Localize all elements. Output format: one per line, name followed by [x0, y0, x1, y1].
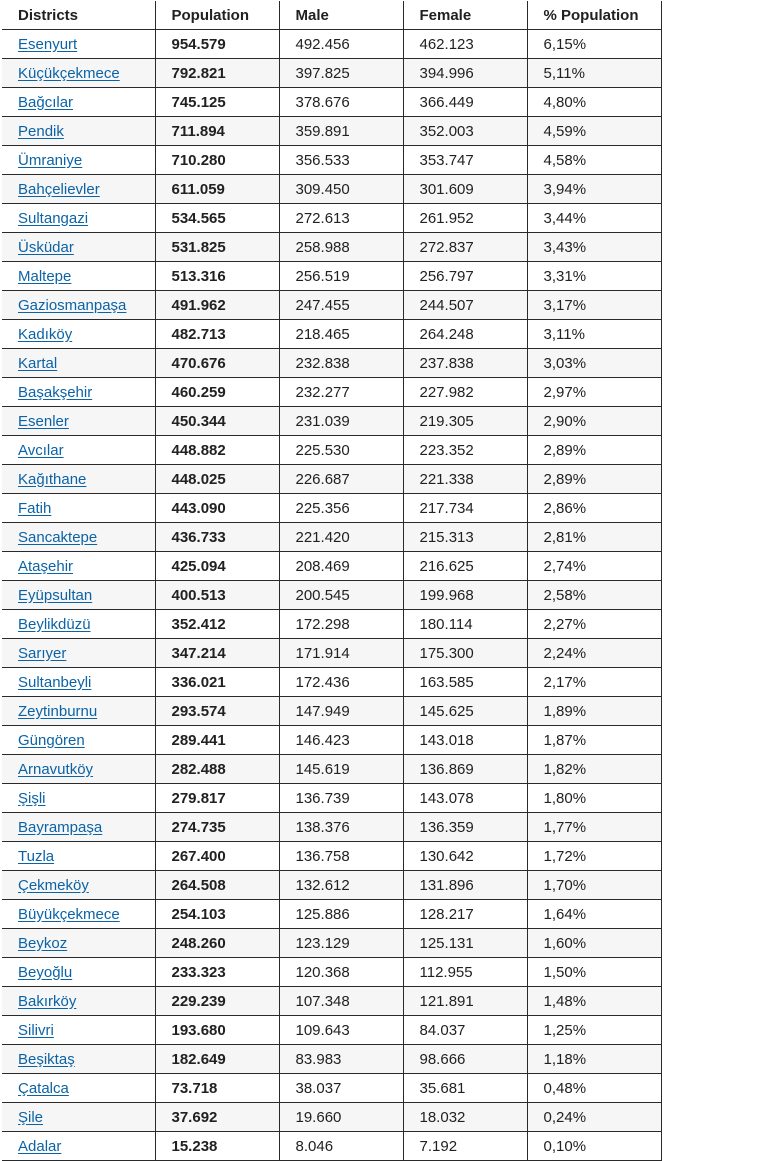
district-link[interactable]: Zeytinburnu — [18, 702, 98, 720]
district-cell — [2, 1016, 155, 1045]
percent-population-cell: 1,89% — [527, 697, 661, 726]
population-cell: 710.280 — [155, 146, 279, 175]
population-cell: 482.713 — [155, 320, 279, 349]
female-cell: 237.838 — [403, 349, 527, 378]
percent-population-cell: 1,48% — [527, 987, 661, 1016]
population-cell: 267.400 — [155, 842, 279, 871]
male-cell: 136.739 — [279, 784, 403, 813]
percent-population-cell: 0,24% — [527, 1103, 661, 1132]
male-cell: 107.348 — [279, 987, 403, 1016]
district-cell — [2, 871, 155, 900]
district-link[interactable]: Esenler — [18, 412, 69, 430]
district-link[interactable]: Sarıyer — [18, 644, 67, 662]
percent-population-cell: 2,74% — [527, 552, 661, 581]
male-cell: 218.465 — [279, 320, 403, 349]
table-row — [2, 146, 661, 175]
population-cell: 954.579 — [155, 30, 279, 59]
district-link[interactable]: Maltepe — [18, 267, 72, 285]
district-link[interactable]: Silivri — [18, 1021, 54, 1039]
district-link[interactable]: Beyoğlu — [18, 963, 73, 981]
district-link[interactable]: Bahçelievler — [18, 180, 100, 198]
male-cell: 136.758 — [279, 842, 403, 871]
female-cell: 256.797 — [403, 262, 527, 291]
female-cell: 301.609 — [403, 175, 527, 204]
male-cell: 378.676 — [279, 88, 403, 117]
percent-population-cell: 1,64% — [527, 900, 661, 929]
district-link[interactable]: Fatih — [18, 499, 52, 517]
district-link[interactable]: Arnavutköy — [18, 760, 94, 778]
population-cell: 264.508 — [155, 871, 279, 900]
district-cell — [2, 610, 155, 639]
population-cell: 15.238 — [155, 1132, 279, 1161]
male-cell: 247.455 — [279, 291, 403, 320]
table-header — [2, 1, 661, 30]
female-cell: 215.313 — [403, 523, 527, 552]
male-cell: 171.914 — [279, 639, 403, 668]
district-link[interactable]: Bağcılar — [18, 93, 74, 111]
percent-population-cell: 4,58% — [527, 146, 661, 175]
table-row — [2, 639, 661, 668]
table-row — [2, 1016, 661, 1045]
district-cell — [2, 117, 155, 146]
female-cell: 227.982 — [403, 378, 527, 407]
percent-population-cell: 3,11% — [527, 320, 661, 349]
table-row — [2, 1074, 661, 1103]
percent-population-cell: 3,17% — [527, 291, 661, 320]
district-link[interactable]: Sultanbeyli — [18, 673, 92, 691]
district-link[interactable]: Sancaktepe — [18, 528, 98, 546]
male-cell: 359.891 — [279, 117, 403, 146]
district-cell — [2, 639, 155, 668]
population-cell: 352.412 — [155, 610, 279, 639]
male-cell: 8.046 — [279, 1132, 403, 1161]
female-cell: 145.625 — [403, 697, 527, 726]
population-cell: 336.021 — [155, 668, 279, 697]
male-cell: 146.423 — [279, 726, 403, 755]
percent-population-cell: 2,97% — [527, 378, 661, 407]
population-cell: 711.894 — [155, 117, 279, 146]
table-row — [2, 465, 661, 494]
district-link[interactable]: Ümraniye — [18, 151, 83, 169]
district-cell — [2, 784, 155, 813]
female-cell: 352.003 — [403, 117, 527, 146]
female-cell: 223.352 — [403, 436, 527, 465]
male-cell: 83.983 — [279, 1045, 403, 1074]
percent-population-cell: 1,77% — [527, 813, 661, 842]
table-body — [2, 30, 661, 1161]
table-row — [2, 552, 661, 581]
percent-population-cell: 3,44% — [527, 204, 661, 233]
population-cell: 491.962 — [155, 291, 279, 320]
table-row — [2, 233, 661, 262]
table-row — [2, 929, 661, 958]
district-link[interactable]: Ataşehir — [18, 557, 74, 575]
population-cell: 182.649 — [155, 1045, 279, 1074]
female-cell: 217.734 — [403, 494, 527, 523]
district-cell — [2, 349, 155, 378]
percent-population-cell: 0,48% — [527, 1074, 661, 1103]
district-cell — [2, 1074, 155, 1103]
table-row — [2, 784, 661, 813]
district-cell — [2, 813, 155, 842]
district-cell — [2, 291, 155, 320]
table-row — [2, 610, 661, 639]
district-cell — [2, 697, 155, 726]
female-cell: 272.837 — [403, 233, 527, 262]
population-cell: 400.513 — [155, 581, 279, 610]
district-link[interactable]: Şile — [18, 1108, 44, 1126]
district-link[interactable]: Tuzla — [18, 847, 55, 865]
male-cell: 125.886 — [279, 900, 403, 929]
district-cell — [2, 1045, 155, 1074]
table-row — [2, 291, 661, 320]
percent-population-cell: 6,15% — [527, 30, 661, 59]
percent-population-cell: 3,03% — [527, 349, 661, 378]
district-link[interactable]: Çatalca — [18, 1079, 69, 1097]
table-row — [2, 958, 661, 987]
percent-population-cell: 1,80% — [527, 784, 661, 813]
population-cell: 448.882 — [155, 436, 279, 465]
population-cell: 37.692 — [155, 1103, 279, 1132]
female-cell: 143.018 — [403, 726, 527, 755]
table-row — [2, 494, 661, 523]
percent-population-cell: 2,89% — [527, 465, 661, 494]
table-row — [2, 349, 661, 378]
female-cell: 121.891 — [403, 987, 527, 1016]
male-cell: 232.838 — [279, 349, 403, 378]
population-cell: 193.680 — [155, 1016, 279, 1045]
district-population-table — [2, 1, 662, 1161]
district-link[interactable]: Gaziosmanpaşa — [18, 296, 127, 314]
population-cell: 347.214 — [155, 639, 279, 668]
male-cell: 221.420 — [279, 523, 403, 552]
table-row — [2, 726, 661, 755]
female-cell: 143.078 — [403, 784, 527, 813]
district-cell — [2, 552, 155, 581]
population-cell: 792.821 — [155, 59, 279, 88]
district-cell — [2, 436, 155, 465]
female-cell: 35.681 — [403, 1074, 527, 1103]
table-row — [2, 30, 661, 59]
percent-population-cell: 4,59% — [527, 117, 661, 146]
header-percent-population[interactable]: % Population — [527, 1, 661, 30]
population-cell: 279.817 — [155, 784, 279, 813]
table-row — [2, 1132, 661, 1161]
male-cell: 109.643 — [279, 1016, 403, 1045]
population-cell: 611.059 — [155, 175, 279, 204]
male-cell: 272.613 — [279, 204, 403, 233]
district-cell — [2, 146, 155, 175]
female-cell: 261.952 — [403, 204, 527, 233]
population-cell: 513.316 — [155, 262, 279, 291]
percent-population-cell: 4,80% — [527, 88, 661, 117]
male-cell: 492.456 — [279, 30, 403, 59]
district-population-table-container — [2, 1, 662, 1161]
district-cell — [2, 494, 155, 523]
percent-population-cell: 2,81% — [527, 523, 661, 552]
population-cell: 443.090 — [155, 494, 279, 523]
table-row — [2, 378, 661, 407]
district-link[interactable]: Çekmeköy — [18, 876, 89, 894]
table-row — [2, 697, 661, 726]
female-cell: 131.896 — [403, 871, 527, 900]
female-cell: 219.305 — [403, 407, 527, 436]
population-cell: 293.574 — [155, 697, 279, 726]
female-cell: 130.642 — [403, 842, 527, 871]
district-link[interactable]: Avcılar — [18, 441, 64, 459]
female-cell: 163.585 — [403, 668, 527, 697]
district-link[interactable]: Esenyurt — [18, 35, 78, 53]
female-cell: 221.338 — [403, 465, 527, 494]
table-row — [2, 813, 661, 842]
table-row — [2, 117, 661, 146]
percent-population-cell: 1,60% — [527, 929, 661, 958]
district-cell — [2, 726, 155, 755]
male-cell: 200.545 — [279, 581, 403, 610]
female-cell: 175.300 — [403, 639, 527, 668]
percent-population-cell: 2,24% — [527, 639, 661, 668]
percent-population-cell: 1,87% — [527, 726, 661, 755]
percent-population-cell: 2,86% — [527, 494, 661, 523]
female-cell: 7.192 — [403, 1132, 527, 1161]
percent-population-cell: 2,90% — [527, 407, 661, 436]
header-row — [2, 1, 661, 30]
population-cell: 745.125 — [155, 88, 279, 117]
header-population[interactable]: Population — [155, 1, 279, 30]
table-row — [2, 900, 661, 929]
district-link[interactable]: Beşiktaş — [18, 1050, 75, 1068]
district-cell — [2, 88, 155, 117]
population-cell: 289.441 — [155, 726, 279, 755]
table-row — [2, 175, 661, 204]
table-row — [2, 320, 661, 349]
male-cell: 19.660 — [279, 1103, 403, 1132]
district-link[interactable]: Bakırköy — [18, 992, 77, 1010]
district-cell — [2, 320, 155, 349]
table-row — [2, 204, 661, 233]
percent-population-cell: 1,82% — [527, 755, 661, 784]
district-cell — [2, 175, 155, 204]
population-cell: 460.259 — [155, 378, 279, 407]
district-cell — [2, 755, 155, 784]
table-row — [2, 59, 661, 88]
population-cell: 450.344 — [155, 407, 279, 436]
table-row — [2, 842, 661, 871]
header-male[interactable]: Male — [279, 1, 403, 30]
district-link[interactable]: Kağıthane — [18, 470, 87, 488]
female-cell: 136.359 — [403, 813, 527, 842]
district-link[interactable]: Adalar — [18, 1137, 62, 1155]
population-cell: 282.488 — [155, 755, 279, 784]
district-cell — [2, 668, 155, 697]
district-link[interactable]: Beylikdüzü — [18, 615, 91, 633]
male-cell: 226.687 — [279, 465, 403, 494]
district-cell — [2, 233, 155, 262]
male-cell: 356.533 — [279, 146, 403, 175]
percent-population-cell: 0,10% — [527, 1132, 661, 1161]
female-cell: 244.507 — [403, 291, 527, 320]
male-cell: 147.949 — [279, 697, 403, 726]
district-cell — [2, 378, 155, 407]
table-row — [2, 1103, 661, 1132]
table-row — [2, 1045, 661, 1074]
district-cell — [2, 958, 155, 987]
male-cell: 232.277 — [279, 378, 403, 407]
female-cell: 353.747 — [403, 146, 527, 175]
male-cell: 120.368 — [279, 958, 403, 987]
female-cell: 216.625 — [403, 552, 527, 581]
district-cell — [2, 842, 155, 871]
district-link[interactable]: Kartal — [18, 354, 58, 372]
female-cell: 136.869 — [403, 755, 527, 784]
female-cell: 394.996 — [403, 59, 527, 88]
percent-population-cell: 1,18% — [527, 1045, 661, 1074]
population-cell: 425.094 — [155, 552, 279, 581]
population-cell: 233.323 — [155, 958, 279, 987]
district-cell — [2, 204, 155, 233]
district-link[interactable]: Şişli — [18, 789, 46, 807]
male-cell: 231.039 — [279, 407, 403, 436]
district-cell — [2, 465, 155, 494]
district-link[interactable]: Beykoz — [18, 934, 68, 952]
table-row — [2, 668, 661, 697]
district-cell — [2, 929, 155, 958]
table-row — [2, 871, 661, 900]
percent-population-cell: 2,17% — [527, 668, 661, 697]
percent-population-cell: 2,58% — [527, 581, 661, 610]
district-link[interactable]: Üsküdar — [18, 238, 74, 256]
table-row — [2, 88, 661, 117]
male-cell: 172.298 — [279, 610, 403, 639]
table-row — [2, 581, 661, 610]
female-cell: 128.217 — [403, 900, 527, 929]
male-cell: 132.612 — [279, 871, 403, 900]
table-row — [2, 523, 661, 552]
district-cell — [2, 581, 155, 610]
male-cell: 208.469 — [279, 552, 403, 581]
district-link[interactable]: Kadıköy — [18, 325, 73, 343]
district-cell — [2, 30, 155, 59]
district-link[interactable]: Güngören — [18, 731, 85, 749]
table-row — [2, 407, 661, 436]
population-cell: 274.735 — [155, 813, 279, 842]
district-cell — [2, 407, 155, 436]
male-cell: 256.519 — [279, 262, 403, 291]
percent-population-cell: 3,43% — [527, 233, 661, 262]
population-cell: 470.676 — [155, 349, 279, 378]
percent-population-cell: 1,25% — [527, 1016, 661, 1045]
male-cell: 397.825 — [279, 59, 403, 88]
district-cell — [2, 1103, 155, 1132]
header-districts[interactable]: Districts — [2, 1, 155, 30]
district-link[interactable]: Sultangazi — [18, 209, 89, 227]
header-female[interactable]: Female — [403, 1, 527, 30]
percent-population-cell: 2,27% — [527, 610, 661, 639]
percent-population-cell: 1,70% — [527, 871, 661, 900]
population-cell: 531.825 — [155, 233, 279, 262]
district-cell — [2, 987, 155, 1016]
percent-population-cell: 2,89% — [527, 436, 661, 465]
table-row — [2, 436, 661, 465]
female-cell: 18.032 — [403, 1103, 527, 1132]
male-cell: 172.436 — [279, 668, 403, 697]
male-cell: 258.988 — [279, 233, 403, 262]
district-cell — [2, 59, 155, 88]
percent-population-cell: 1,50% — [527, 958, 661, 987]
male-cell: 225.356 — [279, 494, 403, 523]
percent-population-cell: 1,72% — [527, 842, 661, 871]
male-cell: 38.037 — [279, 1074, 403, 1103]
female-cell: 366.449 — [403, 88, 527, 117]
population-cell: 448.025 — [155, 465, 279, 494]
population-cell: 436.733 — [155, 523, 279, 552]
population-cell: 248.260 — [155, 929, 279, 958]
district-cell — [2, 1132, 155, 1161]
district-cell — [2, 262, 155, 291]
district-cell — [2, 900, 155, 929]
district-link[interactable]: Başakşehir — [18, 383, 93, 401]
male-cell: 145.619 — [279, 755, 403, 784]
population-cell: 229.239 — [155, 987, 279, 1016]
table-row — [2, 987, 661, 1016]
female-cell: 125.131 — [403, 929, 527, 958]
female-cell: 180.114 — [403, 610, 527, 639]
male-cell: 309.450 — [279, 175, 403, 204]
percent-population-cell: 3,31% — [527, 262, 661, 291]
district-link[interactable]: Eyüpsultan — [18, 586, 93, 604]
table-row — [2, 262, 661, 291]
percent-population-cell: 3,94% — [527, 175, 661, 204]
district-link[interactable]: Bayrampaşa — [18, 818, 103, 836]
male-cell: 225.530 — [279, 436, 403, 465]
female-cell: 199.968 — [403, 581, 527, 610]
district-cell — [2, 523, 155, 552]
district-link[interactable]: Pendik — [18, 122, 64, 140]
table-row — [2, 755, 661, 784]
male-cell: 123.129 — [279, 929, 403, 958]
population-cell: 534.565 — [155, 204, 279, 233]
female-cell: 84.037 — [403, 1016, 527, 1045]
female-cell: 112.955 — [403, 958, 527, 987]
female-cell: 98.666 — [403, 1045, 527, 1074]
male-cell: 138.376 — [279, 813, 403, 842]
district-link[interactable]: Küçükçekmece — [18, 64, 120, 82]
population-cell: 73.718 — [155, 1074, 279, 1103]
percent-population-cell: 5,11% — [527, 59, 661, 88]
district-link[interactable]: Büyükçekmece — [18, 905, 120, 923]
female-cell: 462.123 — [403, 30, 527, 59]
population-cell: 254.103 — [155, 900, 279, 929]
female-cell: 264.248 — [403, 320, 527, 349]
